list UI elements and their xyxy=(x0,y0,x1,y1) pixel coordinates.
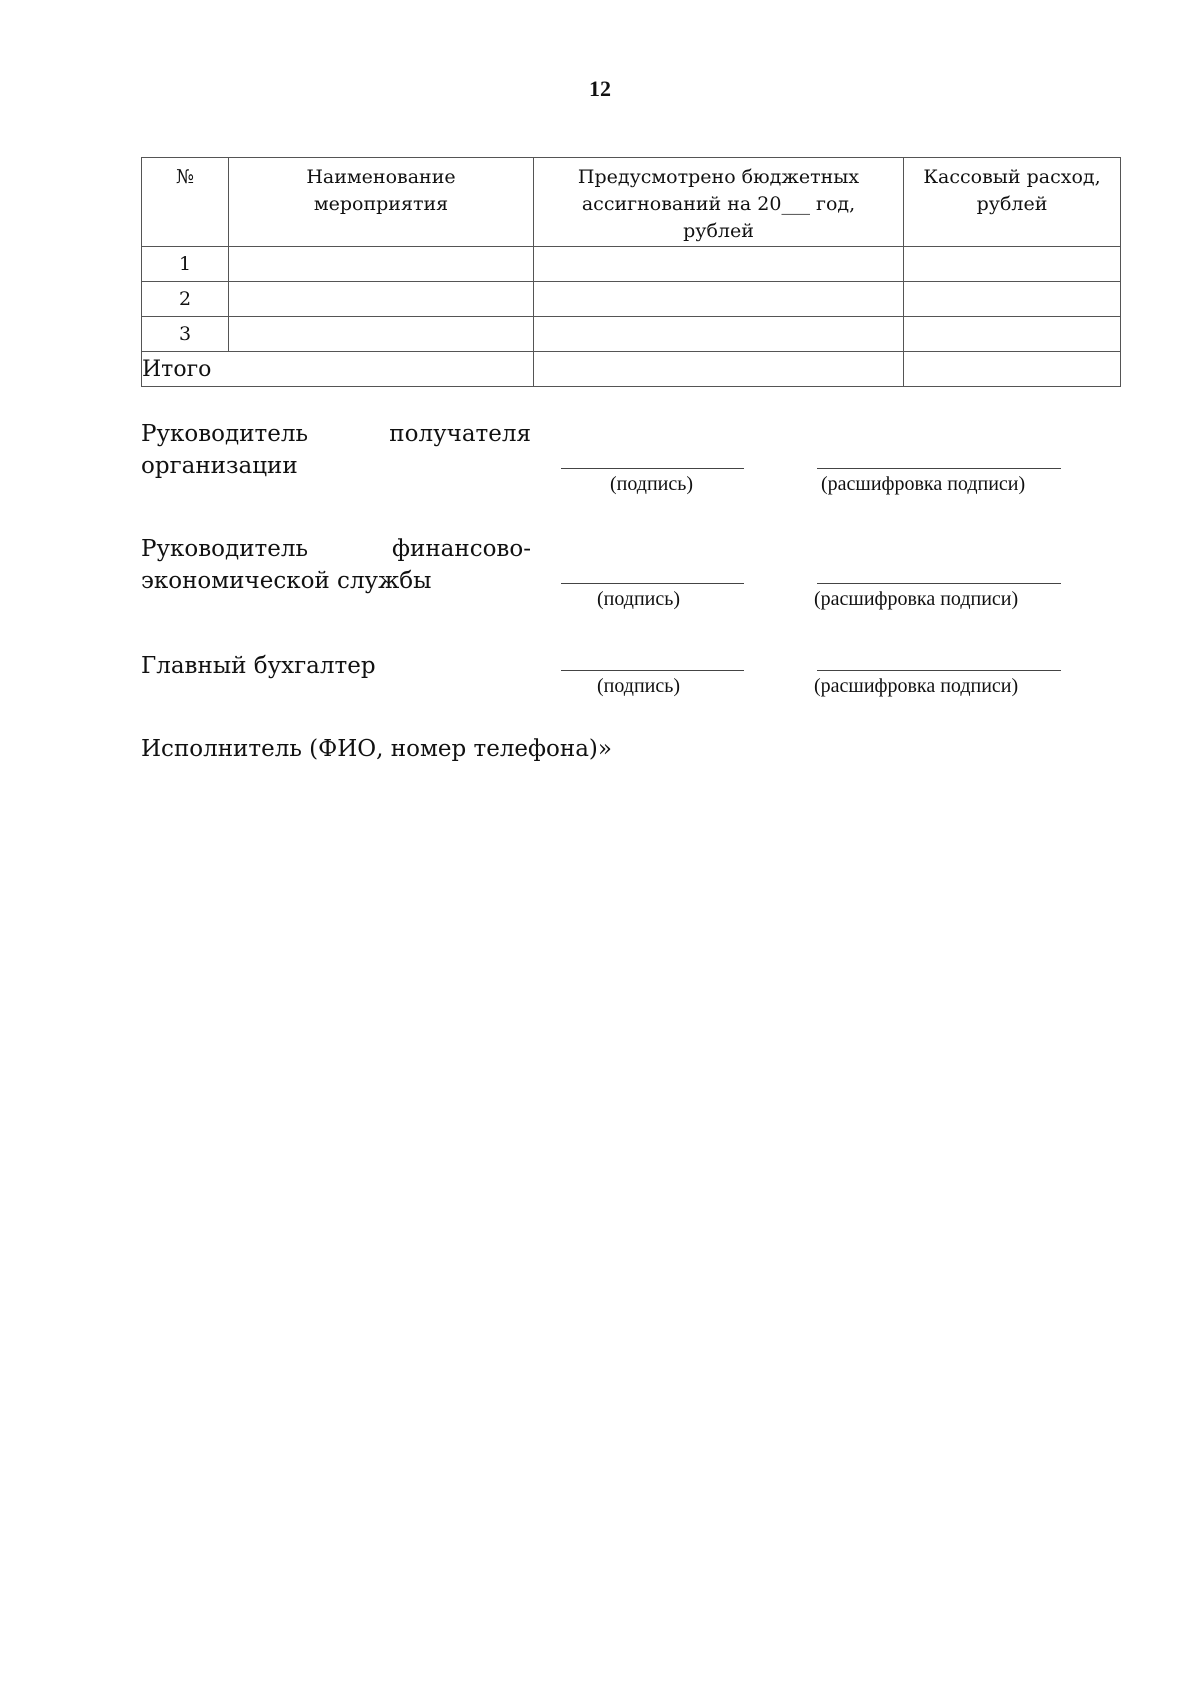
row-event-name xyxy=(229,247,534,282)
total-label: Итого xyxy=(142,352,534,387)
title-line1-right: финансово- xyxy=(392,536,531,562)
row-spent xyxy=(904,317,1121,352)
signature-decode-line[interactable] xyxy=(817,468,1061,469)
signature-title-organization-head xyxy=(141,418,531,482)
row-number: 3 xyxy=(142,317,229,352)
signature-caption: (подпись) xyxy=(597,675,681,697)
row-planned xyxy=(534,317,904,352)
decode-caption: (расшифровка подписи) xyxy=(814,675,1019,697)
row-planned xyxy=(534,247,904,282)
row-event-name xyxy=(229,282,534,317)
header-cash-expense: Кассовый расход, рублей xyxy=(904,158,1121,247)
table-row xyxy=(142,247,1121,282)
table-row xyxy=(142,317,1121,352)
signature-line[interactable] xyxy=(561,670,744,671)
total-spent xyxy=(904,352,1121,387)
signature-decode-line[interactable] xyxy=(817,670,1061,671)
title-line1-right: получателя xyxy=(389,421,531,447)
header-event-name: Наименование мероприятия xyxy=(229,158,534,247)
decode-caption: (расшифровка подписи) xyxy=(821,473,1026,495)
total-planned xyxy=(534,352,904,387)
decode-caption: (расшифровка подписи) xyxy=(814,588,1019,610)
header-number: № xyxy=(142,158,229,247)
signature-title-chief-accountant xyxy=(141,650,531,682)
header-budget-planned: Предусмотрено бюджетных ассигнований на 20___ год, рублей xyxy=(534,158,904,247)
title-line2: организации xyxy=(141,453,298,479)
signature-line[interactable] xyxy=(561,583,744,584)
table-row xyxy=(142,282,1121,317)
signature-line[interactable] xyxy=(561,468,744,469)
table-total-row xyxy=(142,352,1121,387)
row-event-name xyxy=(229,317,534,352)
table-header-row xyxy=(142,158,1121,247)
signature-caption: (подпись) xyxy=(610,473,694,495)
row-spent xyxy=(904,247,1121,282)
executor-line: Исполнитель (ФИО, номер телефона)» xyxy=(141,736,612,762)
row-number: 2 xyxy=(142,282,229,317)
row-number: 1 xyxy=(142,247,229,282)
title-line1-left: Главный бухгалтер xyxy=(141,653,376,679)
row-spent xyxy=(904,282,1121,317)
row-planned xyxy=(534,282,904,317)
signature-decode-line[interactable] xyxy=(817,583,1061,584)
title-line1-left: Руководитель xyxy=(141,536,308,562)
signature-caption: (подпись) xyxy=(597,588,681,610)
page-number: 12 xyxy=(589,76,611,101)
title-line1-left: Руководитель xyxy=(141,421,308,447)
title-line2: экономической службы xyxy=(141,568,432,594)
signature-title-finance-head xyxy=(141,533,531,597)
report-table xyxy=(141,157,1121,387)
